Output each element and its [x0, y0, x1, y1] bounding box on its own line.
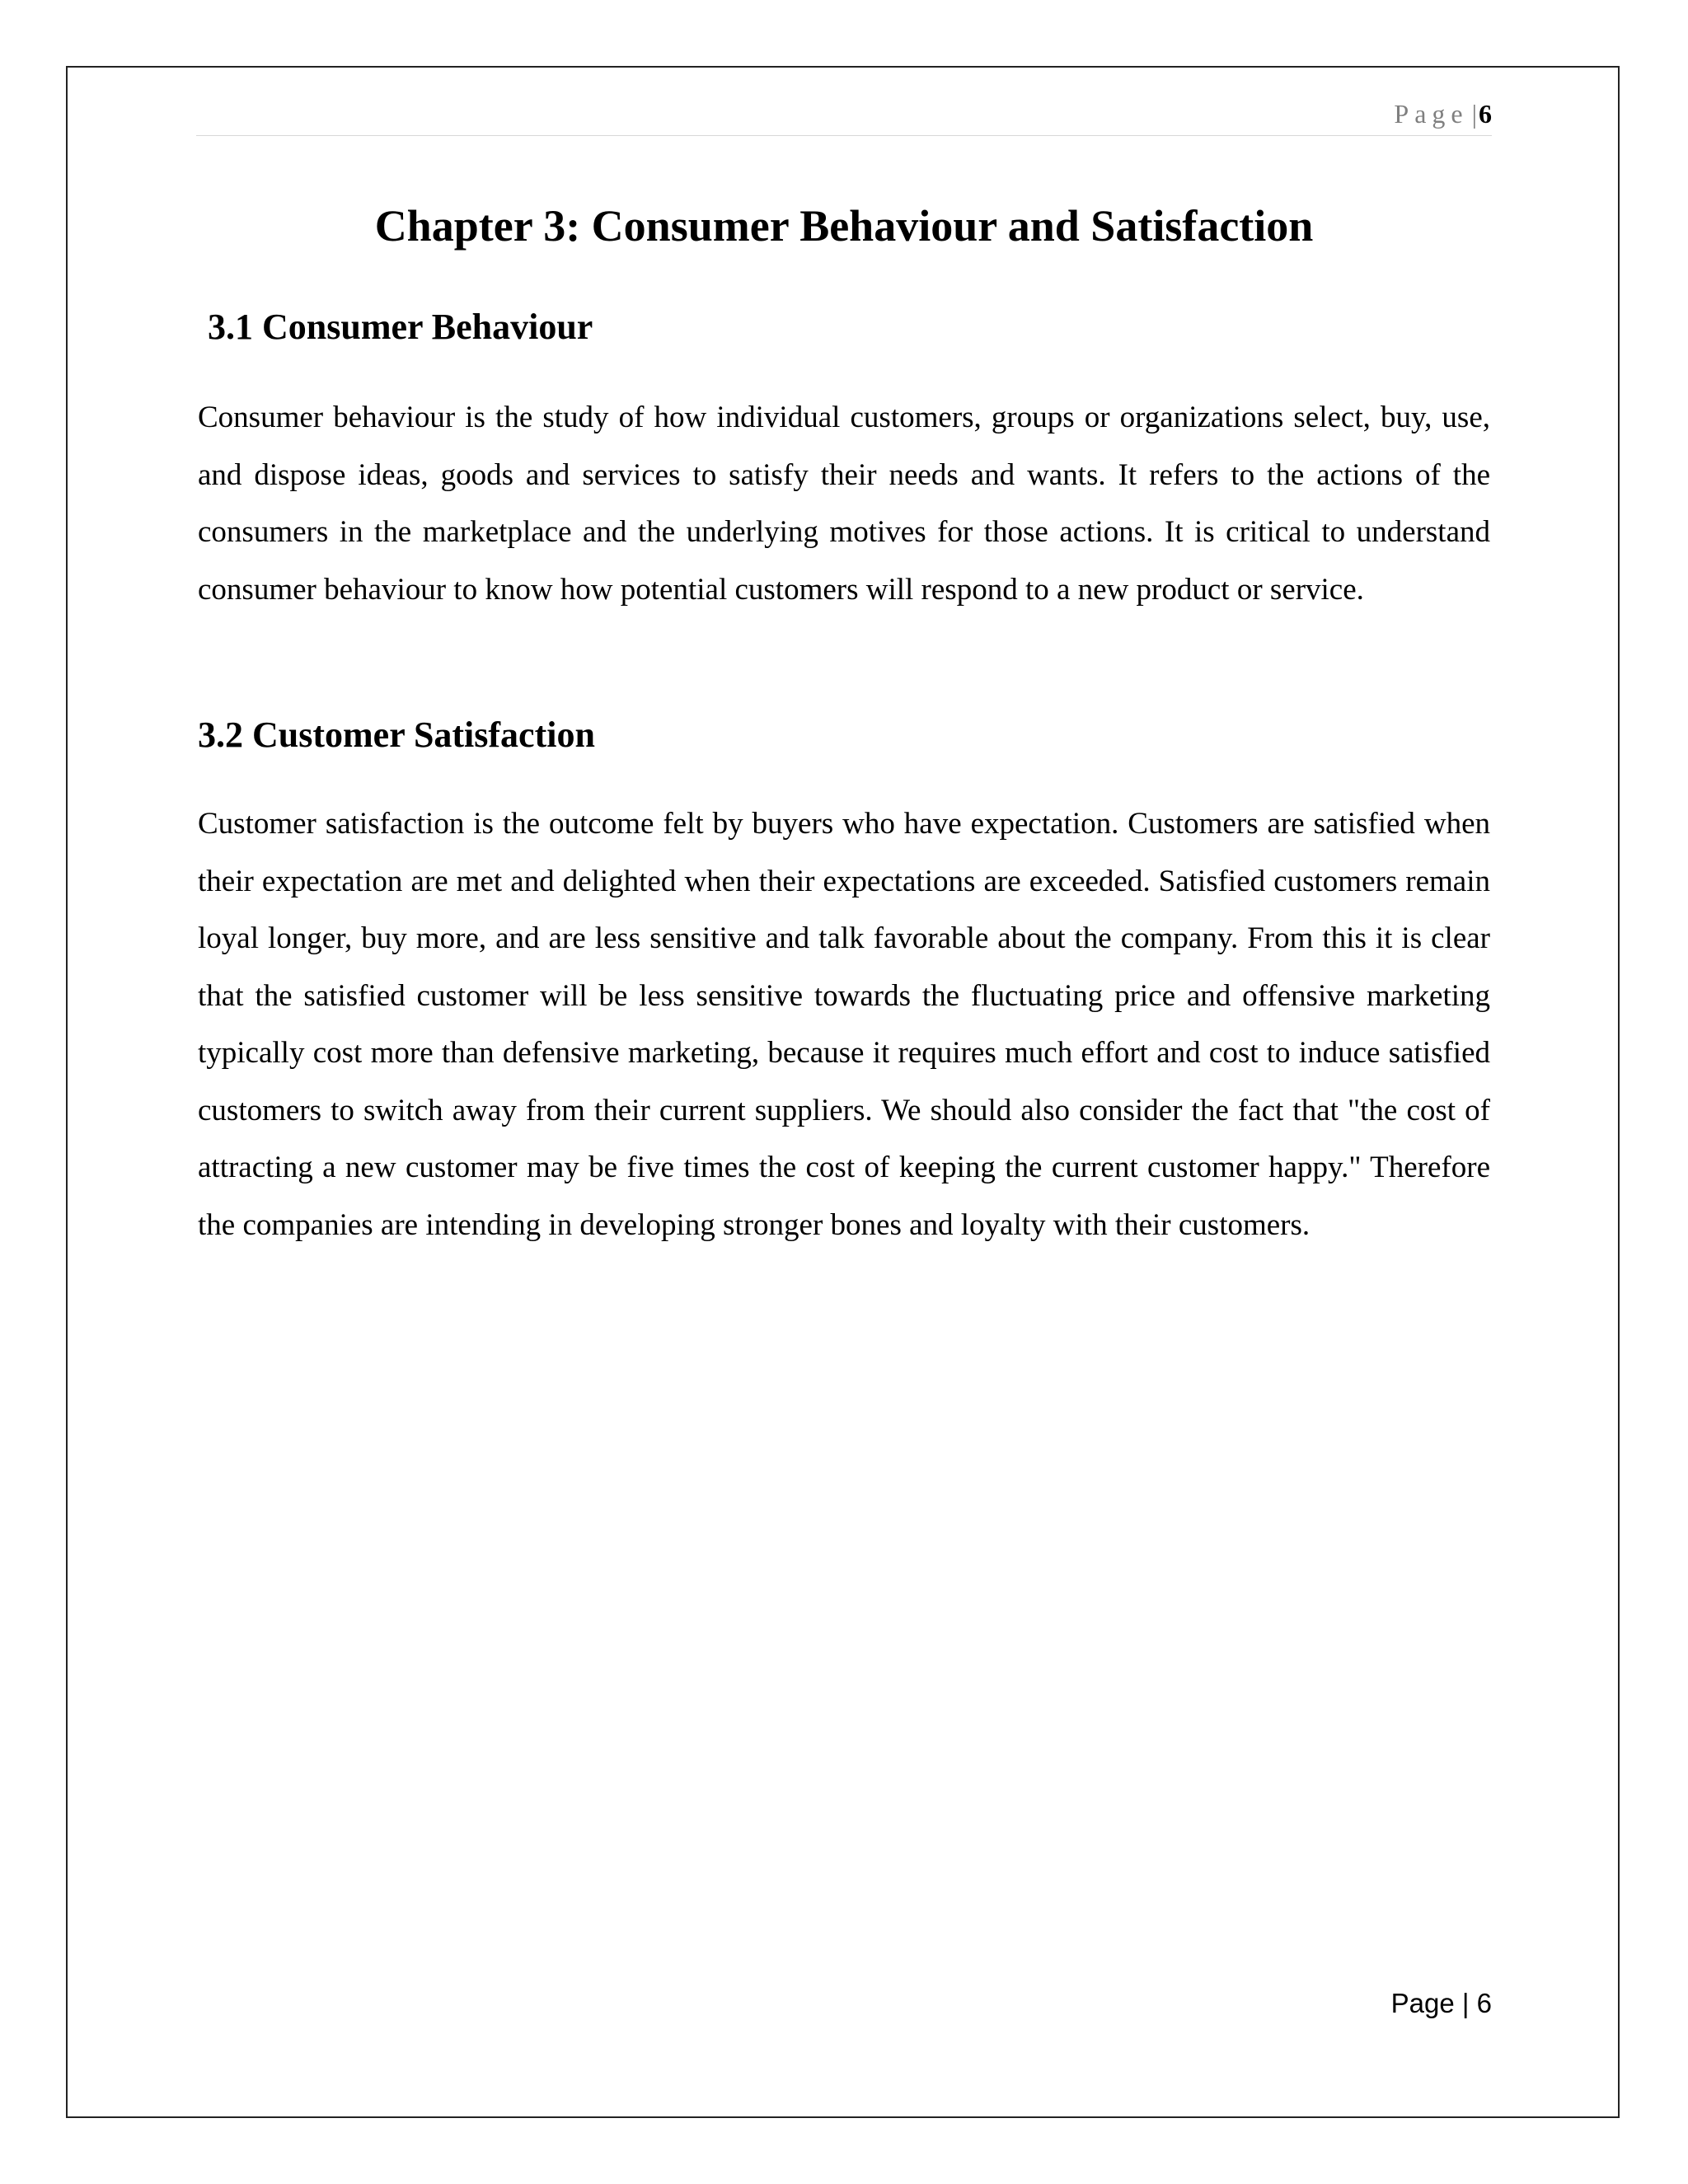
chapter-title: Chapter 3: Consumer Behaviour and Satisfaction	[374, 201, 1314, 251]
page-header	[196, 99, 1492, 136]
section-heading-customer-satisfaction: 3.2 Customer Satisfaction	[198, 715, 595, 755]
paragraph-consumer-behaviour: Consumer behaviour is the study of how individual customers, groups or organizations select, buy, use, and dispose ideas, goods and services to satisfy their needs and wants. It refers to the actions of the consumers in the marketplace and the underlying motives for those actions. It is critical to understand consumer behaviour to know how potential customers will respond to a new product or service.	[198, 401, 1490, 607]
section-heading-consumer-behaviour: 3.1 Consumer Behaviour	[208, 307, 593, 347]
header-separator: |	[1471, 99, 1477, 129]
page-footer: Page | 6	[1390, 1988, 1492, 2018]
paragraph-customer-satisfaction: Customer satisfaction is the outcome felt by buyers who have expectation. Customers are satisfied when their expectation are met and delighted when their expectations are exceeded. Satisfied customers remain loyal longer, buy more, and are less sensitive and talk favorable about the company. From this it is clear that the satisfied customer will be less sensitive towards the fluctuating price and offensive marketing typically cost more than defensive marketing, because it requires much effort and cost to induce satisfied customers to switch away from their current suppliers. We should also consider the fact that "the cost of attracting a new customer may be five times the cost of keeping the current customer happy." Therefore the companies are intending in developing stronger bones and loyalty with their customers.	[198, 807, 1490, 1242]
header-page-number: 6	[1479, 99, 1492, 129]
header-page-label: Page	[1394, 99, 1469, 129]
